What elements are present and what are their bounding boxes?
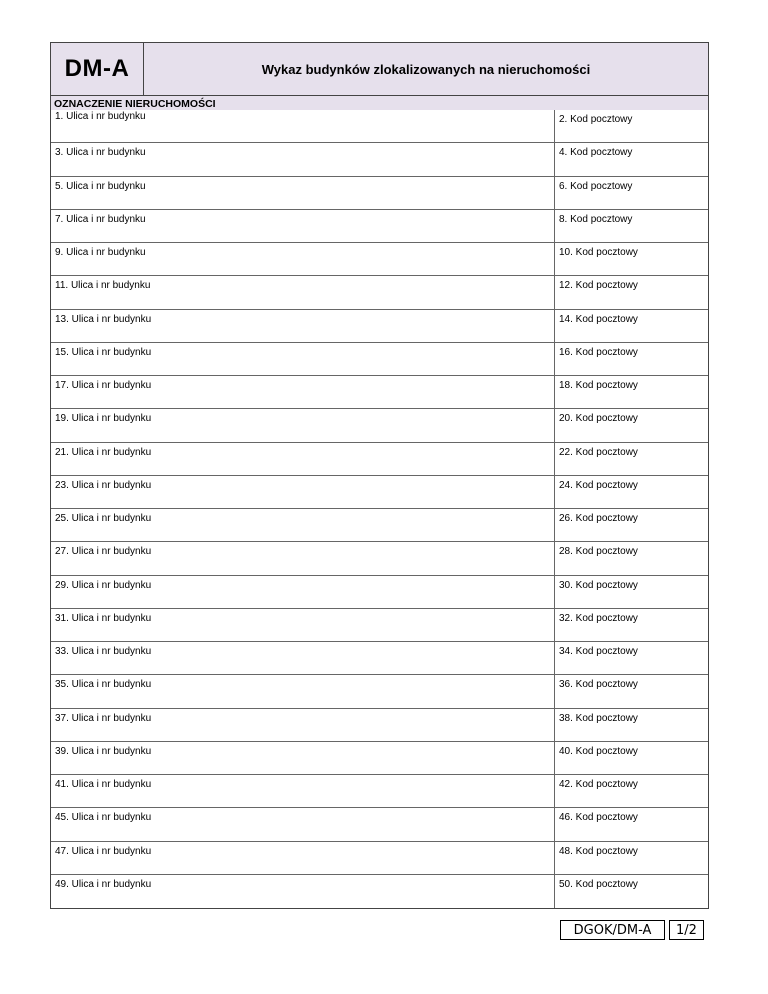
- postal-code-field[interactable]: 48. Kod pocztowy: [559, 845, 638, 857]
- postal-code-field[interactable]: 42. Kod pocztowy: [559, 779, 638, 790]
- street-building-number-field[interactable]: 11. Ulica i nr budynku: [51, 276, 555, 308]
- table-row: [51, 675, 708, 708]
- postal-code-field[interactable]: 24. Kod pocztowy: [559, 479, 638, 491]
- postal-code-field[interactable]: 12. Kod pocztowy: [559, 280, 638, 292]
- form-reference: DGOK/DM-A: [560, 920, 665, 940]
- street-building-number-field[interactable]: 7. Ulica i nr budynku: [51, 210, 555, 242]
- postal-code-field[interactable]: 2. Kod pocztowy: [559, 114, 633, 125]
- postal-code-field[interactable]: 22. Kod pocztowy: [559, 446, 638, 458]
- postal-code-field[interactable]: 8. Kod pocztowy: [559, 213, 633, 225]
- property-buildings-form: [50, 42, 709, 909]
- table-row: [51, 542, 708, 575]
- postal-code-field[interactable]: 30. Kod pocztowy: [559, 579, 638, 591]
- table-row: [51, 875, 708, 908]
- street-building-number-field[interactable]: 39. Ulica i nr budynku: [51, 742, 555, 774]
- postal-code-field[interactable]: 14. Kod pocztowy: [559, 313, 638, 325]
- table-row: [51, 509, 708, 542]
- table-row: [51, 210, 708, 243]
- building-rows: [51, 110, 708, 908]
- postal-code-field[interactable]: 10. Kod pocztowy: [559, 247, 638, 258]
- table-row: [51, 143, 708, 176]
- page-number: 1/2: [669, 920, 704, 940]
- form-header: [51, 43, 708, 96]
- postal-code-field[interactable]: 50. Kod pocztowy: [559, 878, 638, 890]
- table-row: [51, 110, 708, 143]
- table-row: [51, 177, 708, 210]
- street-building-number-field[interactable]: 45. Ulica i nr budynku: [51, 808, 555, 840]
- table-row: [51, 276, 708, 309]
- postal-code-field[interactable]: 38. Kod pocztowy: [559, 712, 638, 724]
- street-building-number-field[interactable]: 5. Ulica i nr budynku: [51, 177, 555, 209]
- postal-code-field[interactable]: 46. Kod pocztowy: [559, 812, 638, 824]
- street-building-number-field[interactable]: 49. Ulica i nr budynku: [51, 875, 555, 908]
- postal-code-field[interactable]: 20. Kod pocztowy: [559, 413, 638, 425]
- street-building-number-field[interactable]: 35. Ulica i nr budynku: [51, 675, 555, 707]
- street-building-number-field[interactable]: 3. Ulica i nr budynku: [51, 143, 555, 175]
- form-footer: [560, 920, 704, 940]
- postal-code-field[interactable]: 6. Kod pocztowy: [559, 180, 633, 192]
- table-row: [51, 642, 708, 675]
- street-building-number-field[interactable]: 9. Ulica i nr budynku: [51, 243, 555, 275]
- table-row: [51, 775, 708, 808]
- postal-code-field[interactable]: 18. Kod pocztowy: [559, 380, 638, 391]
- street-building-number-field[interactable]: 15. Ulica i nr budynku: [51, 343, 555, 375]
- table-row: [51, 376, 708, 409]
- table-row: [51, 576, 708, 609]
- street-building-number-field[interactable]: 1. Ulica i nr budynku: [51, 110, 555, 142]
- street-building-number-field[interactable]: 31. Ulica i nr budynku: [51, 609, 555, 641]
- postal-code-field[interactable]: 16. Kod pocztowy: [559, 346, 638, 358]
- postal-code-field[interactable]: 28. Kod pocztowy: [559, 546, 638, 558]
- table-row: [51, 842, 708, 875]
- street-building-number-field[interactable]: 13. Ulica i nr budynku: [51, 310, 555, 342]
- street-building-number-field[interactable]: 23. Ulica i nr budynku: [51, 476, 555, 508]
- postal-code-field[interactable]: 32. Kod pocztowy: [559, 612, 638, 624]
- table-row: [51, 476, 708, 509]
- street-building-number-field[interactable]: 33. Ulica i nr budynku: [51, 642, 555, 674]
- street-building-number-field[interactable]: 29. Ulica i nr budynku: [51, 576, 555, 608]
- form-code: DM-A: [51, 43, 144, 95]
- street-building-number-field[interactable]: 47. Ulica i nr budynku: [51, 842, 555, 874]
- street-building-number-field[interactable]: 27. Ulica i nr budynku: [51, 542, 555, 574]
- section-heading: OZNACZENIE NIERUCHOMOŚCI: [51, 96, 708, 110]
- postal-code-field[interactable]: 26. Kod pocztowy: [559, 513, 638, 524]
- street-building-number-field[interactable]: 37. Ulica i nr budynku: [51, 709, 555, 741]
- postal-code-field[interactable]: 40. Kod pocztowy: [559, 745, 638, 757]
- table-row: [51, 343, 708, 376]
- table-row: [51, 409, 708, 442]
- postal-code-field[interactable]: 4. Kod pocztowy: [559, 147, 633, 159]
- street-building-number-field[interactable]: 21. Ulica i nr budynku: [51, 443, 555, 475]
- postal-code-field[interactable]: 36. Kod pocztowy: [559, 679, 638, 691]
- table-row: [51, 243, 708, 276]
- table-row: [51, 742, 708, 775]
- table-row: [51, 709, 708, 742]
- table-row: [51, 808, 708, 841]
- street-building-number-field[interactable]: 41. Ulica i nr budynku: [51, 775, 555, 807]
- table-row: [51, 609, 708, 642]
- street-building-number-field[interactable]: 25. Ulica i nr budynku: [51, 509, 555, 541]
- table-row: [51, 310, 708, 343]
- postal-code-field[interactable]: 34. Kod pocztowy: [559, 646, 638, 657]
- table-row: [51, 443, 708, 476]
- street-building-number-field[interactable]: 17. Ulica i nr budynku: [51, 376, 555, 408]
- street-building-number-field[interactable]: 19. Ulica i nr budynku: [51, 409, 555, 441]
- form-title: Wykaz budynków zlokalizowanych na nieruchomości: [261, 61, 591, 77]
